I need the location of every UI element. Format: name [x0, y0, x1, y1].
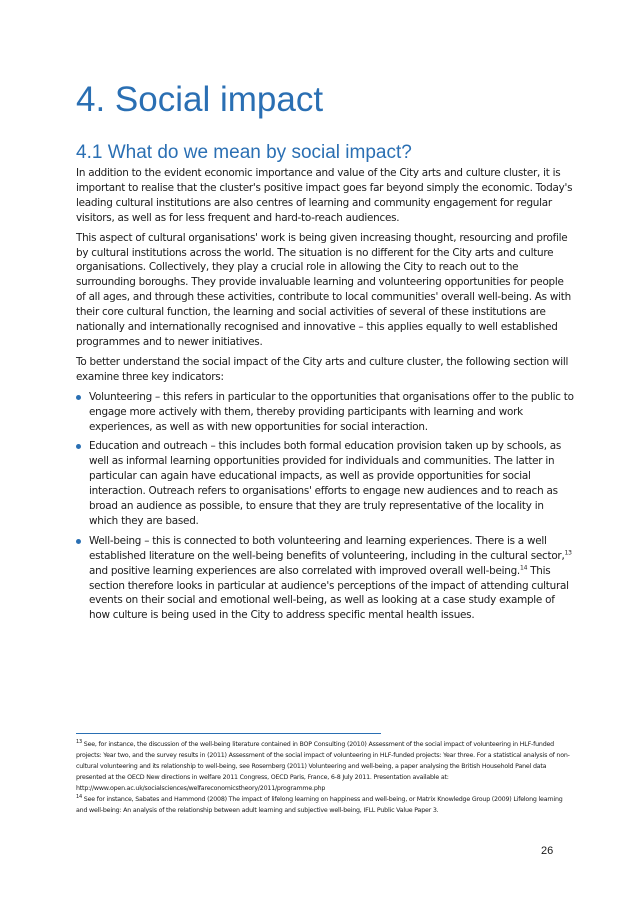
- footnote-ref-13[interactable]: 13: [564, 549, 572, 557]
- footnote-14: [76, 794, 574, 816]
- body-text: [76, 166, 574, 628]
- footnote-13: [76, 739, 574, 794]
- intro-paragraph: In addition to the evident economic importance and value of the City arts and culture cluster, it is important to realise that the cluster's positive impact goes far beyond simply the economic. Today's leading cultural institutions are also centres of learning and community engagement for regular visitors, as well as for less frequent and hard-to-reach audiences.: [76, 167, 573, 224]
- footnotes: [76, 739, 574, 816]
- page-number: 26: [541, 845, 554, 857]
- list-item: [76, 439, 574, 528]
- list-item: [76, 390, 574, 435]
- footnote-number: 14: [76, 793, 82, 800]
- context-paragraph: This aspect of cultural organisations' work is being given increasing thought, resourcing and profile by cultural institutions across the world. The situation is no different for the City arts and culture organisations. Collectively, they play a crucial role in allowing the City to reach out to the surrounding boroughs. They provide invaluable learning and volunteering opportunities for people of all ages, and through these activities, contribute to local communities' overall well-being. As with their core cultural function, the learning and social activities of several of these institutions are nationally and internationally recognised and innovative – this applies equally to well established programmes and to newer initiatives.: [76, 231, 571, 348]
- footnote-text: See for instance, Sabates and Hammond (2008) The impact of lifelong learning on happiness and well-being, or Matrix Knowledge Group (2009) Lifelong learning and well-being: An analysis of the relationship between adult learning and subjective well-being, IFLL Public Value Paper 3.: [76, 796, 563, 814]
- list-item: [76, 534, 574, 623]
- footnote-divider: [76, 733, 381, 734]
- wellbeing-text-2: and positive learning experiences are also correlated with improved overall well-being.: [89, 564, 520, 577]
- volunteering-text: Volunteering – this refers in particular to the opportunities that organisations offer to the public to engage more actively with them, thereby providing participants with learning and work experiences, as well as with new opportunities for social interaction.: [89, 390, 574, 433]
- footnote-number: 13: [76, 738, 82, 745]
- page-title: 4. Social impact: [76, 80, 324, 119]
- footnote-text: See, for instance, the discussion of the well-being literature contained in BOP Consulting (2010) Assessment of the social impact of volunteering in HLF-funded projects: Year two, and the survey results in (2011) Assessment of the social impact of volunteering in HLF-funded projects: Year three. For a statistical analysis of non-cultural volunteering and its relationship to well-being, see Rosemberg (2011) Volunteering and well-being, a paper analysing the British Household Panel data presented at the OECD New directions in welfare 2011 Congress, OECD Paris, France, 6-8 July 2011. Presentation available at: http://www.open.ac.uk/socialsciences/welfareconomicstheory/2011/programme.php: [76, 741, 570, 792]
- indicator-list: [76, 390, 574, 624]
- footnote-ref-14[interactable]: 14: [520, 564, 528, 572]
- section-title: 4.1 What do we mean by social impact?: [76, 142, 412, 163]
- wellbeing-text-1: Well-being – this is connected to both volunteering and learning experiences. There is a well established literature on the well-being benefits of volunteering, including in the cultural sector,: [89, 534, 565, 562]
- wellbeing-text-3: This section therefore looks in particular at audience's perceptions of the impact of attending cultural events on their social and emotional well-being, as well as looking at a case study example of how culture is being used in the City to address specific mental health issues.: [89, 564, 569, 622]
- bullet-icon: [76, 395, 81, 400]
- education-text: Education and outreach – this includes both formal education provision taken up by schools, as well as informal learning opportunities provided for individuals and communities. The latter in particular can again have educational impacts, as well as provide opportunities for social interaction. Outreach refers to organisations' efforts to engage new audiences and to reach as broad an audience as possible, to ensure that they are truly representative of the locality in which they are based.: [89, 440, 562, 527]
- indicators-paragraph: To better understand the social impact of the City arts and culture cluster, the following section will examine three key indicators:: [76, 355, 569, 383]
- bullet-icon: [76, 539, 81, 544]
- bullet-icon: [76, 444, 81, 449]
